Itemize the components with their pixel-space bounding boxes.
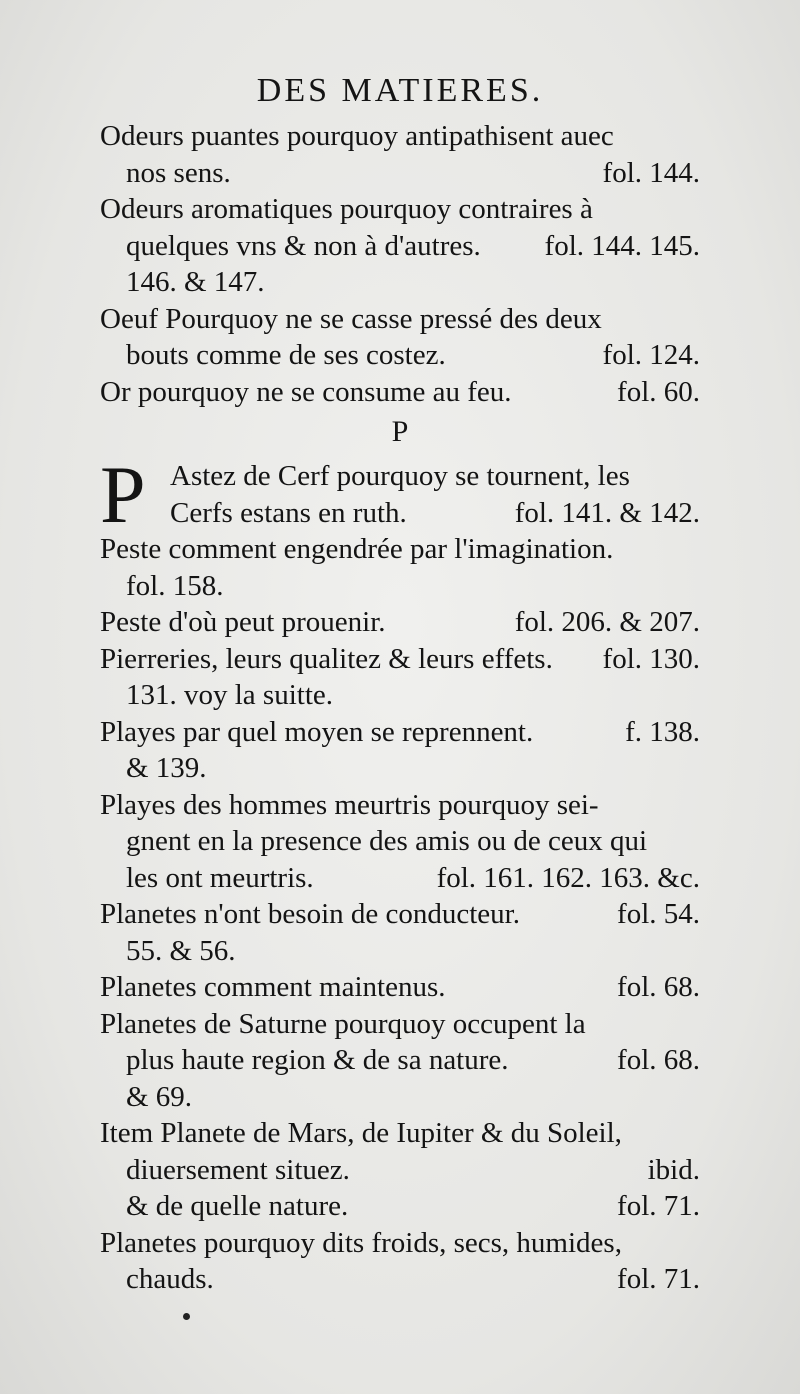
entry-line [100,714,700,751]
entry-line [100,1261,700,1298]
entry-text: plus haute region & de sa nature. [126,1044,509,1076]
entry-line [100,787,700,824]
folio-reference: fol. 124. [602,339,700,371]
entry-text: gnent en la presence des amis ou de ceux qui [126,825,648,857]
entry-text: & 139. [126,752,207,784]
ink-dot [183,1313,190,1320]
entry-line [100,823,700,860]
folio-reference: ibid. [647,1153,700,1186]
index-entry [100,374,700,411]
index-entry [100,301,700,374]
index-entry [100,118,700,191]
entry-line [100,155,700,192]
folio-reference: fol. 144. 145. [544,229,700,262]
page-header: DES MATIERES. [256,72,544,109]
index-entry [100,787,700,897]
entry-text: 131. voy la suitte. [126,679,334,711]
folio-reference: fol. 68. [617,971,700,1003]
entry-text: les ont meurtris. [126,861,314,894]
entry-text: Astez de Cerf pourquoy se tournent, les [170,460,630,492]
entry-line [170,458,700,495]
index-entry [100,641,700,714]
entry-text: & de quelle nature. [126,1190,349,1222]
index-entries [100,118,700,1298]
index-entry [100,531,700,604]
entry-text: Planetes n'ont besoin de conducteur. [100,898,520,930]
entry-text: quelques vns & non à d'autres. [126,229,481,262]
entry-text: Odeurs puantes pourquoy antipathisent auec [100,120,614,152]
entry-text: bouts comme de ses costez. [126,339,446,371]
folio-reference: fol. 71. [617,1190,700,1222]
index-entry [100,1115,700,1225]
entry-text: diuersement situez. [126,1153,350,1186]
entry-line [100,933,700,970]
entry-line [100,374,700,411]
entry-line [100,1006,700,1043]
entry-text: & 69. [126,1080,193,1113]
entry-text: Planetes pourquoy dits froids, secs, humides, [100,1226,622,1259]
entry-line [100,337,700,374]
entry-line [100,1042,700,1079]
folio-reference: fol. 68. [617,1044,700,1076]
entry-text: Cerfs estans en ruth. [170,496,407,529]
entry-text: Planetes de Saturne pourquoy occupent la [100,1007,586,1040]
entry-text: Playes par quel moyen se reprennent. [100,715,534,748]
entry-line [100,1115,700,1152]
entry-line [100,191,700,228]
entry-line [170,495,700,532]
entry-text: fol. 158. [126,569,224,602]
entry-text: 55. & 56. [126,934,236,967]
entry-text: Item Planete de Mars, de Iupiter & du Soleil, [100,1117,622,1149]
drop-cap: P [100,449,146,540]
entry-line [100,264,700,301]
entry-text: Playes des hommes meurtris pourquoy sei- [100,788,599,821]
entry-text: Or pourquoy ne se consume au feu. [100,375,512,408]
folio-reference: f. 138. [625,715,700,748]
folio-reference: fol. 161. 162. 163. &c. [436,861,700,894]
entry-text: Planetes comment maintenus. [100,971,446,1003]
index-group-o [100,118,700,410]
entry-text: chauds. [126,1263,214,1295]
entry-line [100,641,700,678]
entry-line [100,568,700,605]
index-entry [100,896,700,969]
entry-line [100,896,700,933]
entry-line [100,604,700,641]
entry-text: Peste comment engendrée par l'imagination. [100,533,614,565]
index-entry [100,969,700,1006]
entry-text: Pierreries, leurs qualitez & leurs effets. [100,642,553,675]
entry-line [100,118,700,155]
entry-line [100,750,700,787]
entry-line [100,531,700,568]
entry-line [100,1079,700,1116]
folio-reference: fol. 71. [617,1263,700,1295]
entry-line [100,1225,700,1262]
entry-text: Peste d'où peut prouenir. [100,606,386,638]
folio-reference: fol. 60. [617,375,700,408]
folio-reference: fol. 206. & 207. [514,606,700,638]
entry-text: 146. & 147. [126,266,265,298]
entry-line [100,301,700,338]
folio-reference: fol. 54. [617,898,700,930]
dropcap-entry [100,449,700,540]
index-entry [100,714,700,787]
index-entry [100,1225,700,1298]
entry-text: Oeuf Pourquoy ne se casse pressé des deux [100,302,602,335]
entry-line [100,860,700,897]
index-group-p [100,531,700,1298]
section-letter: P [391,415,409,448]
folio-reference: fol. 144. [602,156,700,189]
index-entry [100,604,700,641]
entry-line [100,969,700,1006]
entry-line [100,677,700,714]
folio-reference: fol. 141. & 142. [514,496,700,529]
entry-text: nos sens. [126,156,231,189]
index-entry [100,191,700,301]
entry-line [100,1152,700,1189]
entry-line [100,1188,700,1225]
entry-text: Odeurs aromatiques pourquoy contraires à [100,193,593,225]
entry-line [100,228,700,265]
folio-reference: fol. 130. [602,642,700,675]
index-entry [100,1006,700,1116]
